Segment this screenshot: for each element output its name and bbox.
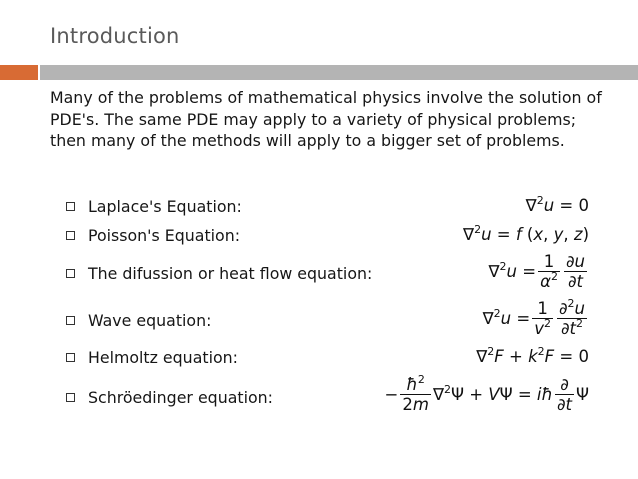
list-item bbox=[66, 193, 589, 223]
title-rule-accent bbox=[0, 65, 38, 80]
list-item bbox=[66, 344, 589, 374]
list-item bbox=[66, 373, 589, 419]
poisson-formula: ∇$^2$u = f (x, y, z) bbox=[463, 223, 589, 244]
equation-label: The difussion or heat flow equation: bbox=[88, 264, 373, 283]
slide-title: Introduction bbox=[50, 24, 180, 48]
equation-label: Poisson's Equation: bbox=[88, 226, 241, 245]
checkbox-bullet-icon bbox=[66, 393, 75, 402]
helmoltz-formula: $\nabla^2F + k^2F = 0$ bbox=[476, 345, 589, 366]
list-item bbox=[66, 299, 589, 341]
equation-label: Laplace's Equation: bbox=[88, 197, 242, 216]
list-item bbox=[66, 252, 589, 294]
title-rule bbox=[40, 65, 638, 80]
laplace-formula: ∇$^2$u = 0 bbox=[525, 194, 589, 215]
checkbox-bullet-icon bbox=[66, 316, 75, 325]
schroedinger-formula: − $\frac{ħ^2}{2m}$ ∇$^2$Ψ + VΨ = iħ $\frac{\partial}{\partial t}$ Ψ bbox=[384, 373, 589, 414]
equation-label: Helmoltz equation: bbox=[88, 348, 238, 367]
list-item bbox=[66, 222, 589, 252]
wave-formula: ∇$^2$u = $\frac{1}{v^2}$ $\frac{\partial^2u}{\partial t^2}$ bbox=[482, 297, 585, 338]
checkbox-bullet-icon bbox=[66, 231, 75, 240]
equation-label: Schröedinger equation: bbox=[88, 388, 273, 407]
intro-paragraph: Many of the problems of mathematical physics involve the solution of PDE's. The same PDE may apply to a variety of physical problems; then many of the methods will apply to a bigger set of problems. bbox=[50, 88, 602, 150]
heat-formula: ∇$^2$u = $\frac{1}{\alpha^2}$ $\frac{\partial u}{\partial t}$ bbox=[488, 252, 585, 291]
checkbox-bullet-icon bbox=[66, 202, 75, 211]
checkbox-bullet-icon bbox=[66, 269, 75, 278]
equation-label: Wave equation: bbox=[88, 311, 212, 330]
checkbox-bullet-icon bbox=[66, 353, 75, 362]
